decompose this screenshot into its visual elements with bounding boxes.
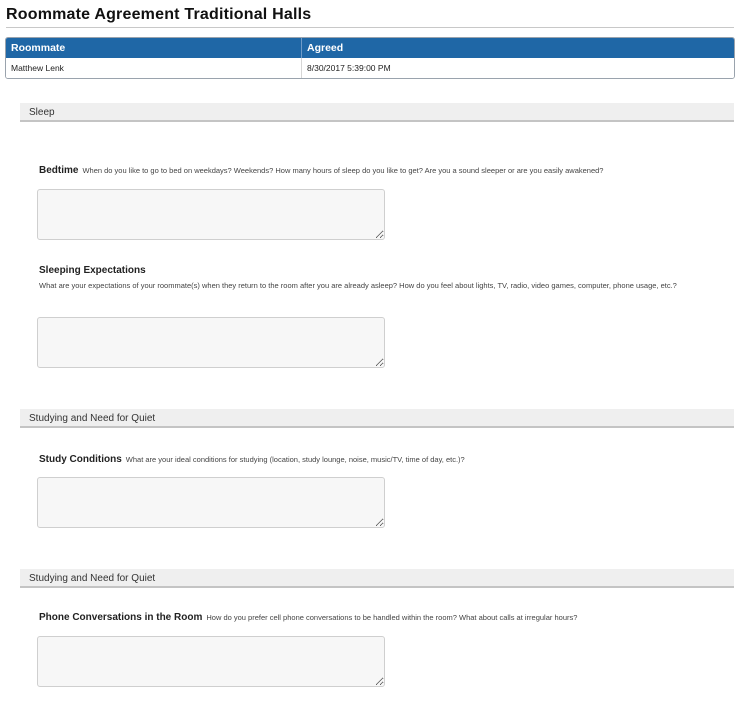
- question-label: Study Conditions: [39, 454, 122, 465]
- question-text: What are your expectations of your roommate(s) when they return to the room after you are already asleep? How do you feel about lights, TV, radio, video games, computer, phone usage, etc.?: [39, 281, 677, 290]
- phone-conversations-answer-textarea[interactable]: [37, 636, 385, 687]
- column-header-roommate[interactable]: Roommate: [11, 42, 66, 54]
- section-header-studying: Studying and Need for Quiet: [20, 409, 734, 428]
- section-header-sleep: Sleep: [20, 103, 734, 122]
- cell-agreed-date: 8/30/2017 5:39:00 PM: [301, 58, 734, 78]
- sleeping-expectations-answer-textarea[interactable]: [37, 317, 385, 368]
- question-text: What are your ideal conditions for studying (location, study lounge, noise, music/TV, time of day, etc.)?: [125, 455, 465, 464]
- cell-roommate-name: Matthew Lenk: [11, 63, 64, 73]
- question-bedtime: [39, 166, 734, 176]
- question-text: When do you like to go to bed on weekdays? Weekends? How many hours of sleep do you like to get? Are you a sound sleeper or are you easily awakened?: [82, 166, 604, 175]
- question-label: Bedtime: [39, 165, 79, 176]
- table-row: [6, 58, 734, 78]
- question-text: How do you prefer cell phone conversations to be handled within the room? What about calls at irregular hours?: [206, 613, 578, 622]
- bedtime-answer-textarea[interactable]: [37, 189, 385, 240]
- question-study-conditions: [39, 455, 734, 465]
- agreement-table: [5, 37, 735, 79]
- question-label: Phone Conversations in the Room: [39, 612, 203, 623]
- section-header-studying-2: Studying and Need for Quiet: [20, 569, 734, 588]
- question-label: Sleeping Expectations: [39, 265, 146, 276]
- table-header: [6, 38, 734, 58]
- study-conditions-answer-textarea[interactable]: [37, 477, 385, 528]
- title-divider: [6, 27, 734, 28]
- column-header-agreed[interactable]: Agreed: [301, 38, 734, 58]
- question-sleeping-expectations: [39, 266, 734, 291]
- page-title: Roommate Agreement Traditional Halls: [6, 6, 312, 23]
- question-phone-conversations: [39, 613, 734, 623]
